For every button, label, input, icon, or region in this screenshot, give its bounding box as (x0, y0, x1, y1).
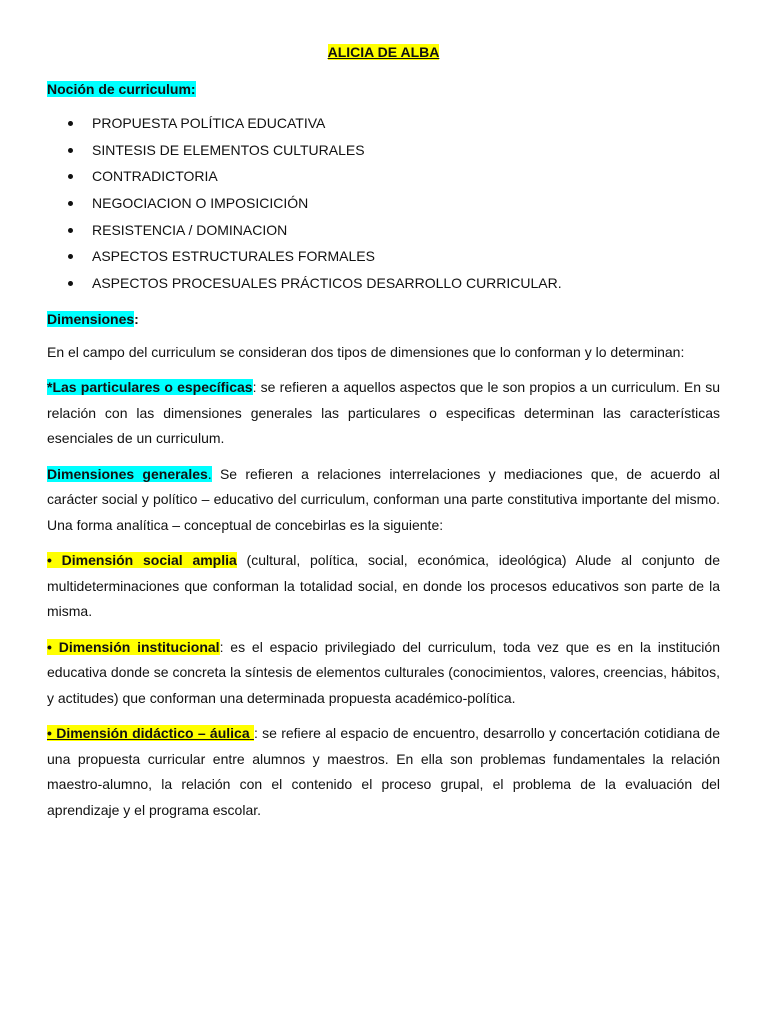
title-wrap (47, 42, 720, 62)
dimensiones-heading-colon: : (134, 310, 139, 327)
list-item-text: CONTRADICTORIA (92, 168, 218, 185)
bullet-icon (68, 254, 73, 259)
list-item (47, 243, 720, 270)
nocion-heading: Noción de curriculum: (47, 81, 196, 97)
list-item-text: PROPUESTA POLÍTICA EDUCATIVA (92, 115, 326, 131)
generales-paragraph (47, 462, 720, 539)
dimensiones-heading-wrap (47, 309, 720, 329)
social-paragraph (47, 548, 720, 625)
particulares-paragraph (47, 375, 720, 452)
generales-label-tail: . (207, 465, 212, 482)
didactico-text: : se refiere al espacio de encuentro, desarrollo y concertación cotidiana de una propuesta curricular entre alumnos y maestros. En ella son problemas fundamentales la relación maestro-alumno, la relación con el contenido el proceso grupal, el problema de la evaluación del aprendizaje y el programa escolar. (47, 725, 720, 818)
social-label: • Dimensión social amplia (47, 552, 237, 569)
generales-label: Dimensiones generales (47, 465, 208, 482)
dimensiones-heading: Dimensiones (47, 310, 135, 327)
list-item (47, 163, 720, 190)
institucional-paragraph (47, 635, 720, 712)
nocion-list (47, 110, 720, 297)
list-item-text: RESISTENCIA / DOMINACION (92, 221, 288, 238)
bullet-icon (68, 174, 73, 179)
didactico-paragraph (47, 721, 720, 823)
bullet-icon (68, 121, 73, 126)
didactico-label: • Dimensión didáctico – áulica (47, 725, 250, 742)
list-item (47, 270, 720, 297)
particulares-label: *Las particulares o específicas (47, 379, 253, 396)
institucional-label: • Dimensión institucional (47, 638, 220, 655)
generales-text: Se refieren a relaciones interrelaciones y mediaciones que, de acuerdo al carácter social y político – educativo del curriculum, conforman una parte constitutiva importante del mismo. Una forma analítica – conceptual de concebirlas es la siguiente: (47, 465, 720, 533)
list-item-text: SINTESIS DE ELEMENTOS CULTURALES (92, 141, 365, 158)
nocion-heading-wrap (47, 79, 720, 99)
bullet-icon (68, 148, 73, 153)
list-item-text: ASPECTOS ESTRUCTURALES FORMALES (92, 248, 375, 265)
list-item (47, 110, 720, 137)
bullet-icon (68, 228, 73, 233)
bullet-icon (68, 201, 73, 206)
list-item-text: NEGOCIACION O IMPOSICICIÓN (92, 195, 309, 212)
dimensiones-intro: En el campo del curriculum se consideran dos tipos de dimensiones que lo conforman y lo determinan: (47, 343, 685, 360)
institucional-text: : es el espacio privilegiado del curriculum, toda vez que es en la institución educativa donde se concreta la síntesis de elementos culturales (conocimientos, valores, creencias, hábitos, y actitudes) que conforman una determinada propuesta académico-política. (47, 638, 720, 706)
list-item (47, 137, 720, 164)
list-item-text: ASPECTOS PROCESUALES PRÁCTICOS DESARROLLO CURRICULAR. (92, 275, 562, 292)
bullet-icon (68, 281, 73, 286)
document-title: ALICIA DE ALBA (327, 44, 440, 60)
particulares-text: : se refieren a aquellos aspectos que le son propios a un curriculum. En su relación con las dimensiones generales las particulares o especificas determinan las características esenciales de un curriculum. (47, 379, 720, 447)
list-item (47, 217, 720, 244)
social-text: (cultural, política, social, económica, ideológica) Alude al conjunto de multideterminaciones que conforman la totalidad social, en donde los procesos educativos son parte de la misma. (47, 552, 720, 620)
list-item (47, 190, 720, 217)
